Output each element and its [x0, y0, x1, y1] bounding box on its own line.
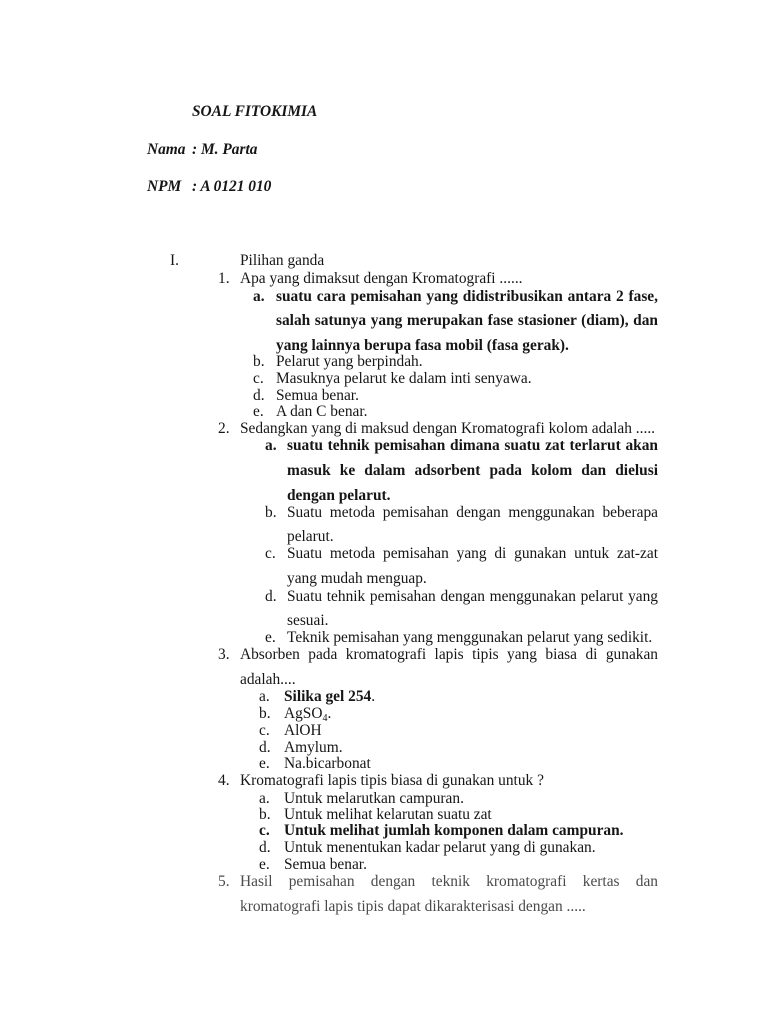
q2-option-a-letter: a. [265, 437, 277, 454]
q1-number: 1. [218, 270, 230, 287]
q2-option-c-line-2: yang mudah menguap. [287, 570, 427, 587]
q5-number: 5. [218, 873, 230, 890]
q2-option-a-line-3: dengan pelarut. [287, 487, 391, 504]
q1-option-a-line-3: yang lainnya berupa fasa mobil (fasa gerak). [276, 337, 569, 354]
q1-option-d-text: Semua benar. [276, 387, 359, 404]
q4-option-b-letter: b. [259, 806, 271, 823]
document-title: SOAL FITOKIMIA [192, 103, 318, 120]
q3-option-d-text: Amylum. [284, 739, 343, 756]
section-title: Pilihan ganda [240, 252, 325, 269]
q4-option-e-text: Semua benar. [284, 856, 367, 873]
q4-text: Kromatografi lapis tipis biasa di gunakan untuk ? [240, 772, 544, 789]
q2-option-b-line-2: pelarut. [287, 528, 334, 545]
q1-option-c-letter: c. [253, 370, 264, 387]
q1-option-b-letter: b. [253, 353, 265, 370]
q2-option-e-text: Teknik pemisahan yang menggunakan pelarut yang sedikit. [287, 629, 653, 646]
q5-text-line-1: Hasil pemisahan dengan teknik kromatografi kertas dan [240, 873, 658, 890]
q1-option-c-text: Masuknya pelarut ke dalam inti senyawa. [276, 370, 532, 387]
q3-text-line-1: Absorben pada kromatografi lapis tipis yang biasa di gunakan [240, 646, 658, 663]
q1-option-a-line-2: salah satunya yang merupakan fase stasioner (diam), dan [276, 312, 658, 329]
q1-option-a-letter: a. [253, 288, 265, 305]
q4-number: 4. [218, 772, 230, 789]
q2-option-c-line-1: Suatu metoda pemisahan yang di gunakan untuk zat-zat [287, 545, 658, 562]
q5-text-line-2: kromatografi lapis tipis dapat dikarakterisasi dengan ..... [240, 898, 586, 915]
q1-text: Apa yang dimaksut dengan Kromatografi ...... [240, 270, 523, 287]
q2-option-c-letter: c. [265, 545, 276, 562]
npm-value: : A 0121 010 [192, 178, 272, 195]
q4-option-b-text: Untuk melihat kelarutan suatu zat [284, 806, 492, 823]
q3-option-b-subscript: 4 [322, 713, 328, 724]
q4-option-d-text: Untuk menentukan kadar pelarut yang di gunakan. [284, 839, 596, 856]
q1-option-e-letter: e. [253, 403, 264, 420]
q4-option-d-letter: d. [259, 839, 271, 856]
q4-option-a-letter: a. [259, 790, 270, 807]
q2-option-d-line-1: Suatu tehnik pemisahan dengan menggunakan pelarut yang [287, 588, 658, 605]
q3-text-line-2: adalah.... [240, 671, 296, 688]
q4-option-c-letter: c. [259, 822, 270, 839]
q2-option-a-line-1: suatu tehnik pemisahan dimana suatu zat terlarut akan [287, 437, 658, 454]
q2-option-d-letter: d. [265, 588, 277, 605]
q3-number: 3. [218, 646, 230, 663]
q1-option-a-line-1: suatu cara pemisahan yang didistribusikan antara 2 fase, [276, 288, 658, 305]
q3-option-c-text: AlOH [284, 722, 322, 739]
name-label: Nama [147, 141, 186, 158]
q2-option-b-line-1: Suatu metoda pemisahan dengan menggunakan beberapa [287, 504, 658, 521]
q3-option-e-text: Na.bicarbonat [284, 755, 371, 772]
q3-option-b-letter: b. [259, 705, 271, 722]
q3-option-c-letter: c. [259, 722, 270, 739]
q2-text: Sedangkan yang di maksud dengan Kromatografi kolom adalah ..... [240, 420, 656, 437]
q3-option-a-bold-text: Silika gel 254 [284, 688, 372, 705]
q2-option-d-line-2: sesuai. [287, 612, 329, 629]
q3-option-b-formula: AgSO [284, 705, 323, 722]
q3-option-a-suffix: . [371, 688, 376, 705]
q2-number: 2. [218, 420, 230, 437]
q2-option-b-letter: b. [265, 504, 277, 521]
q1-option-d-letter: d. [253, 387, 265, 404]
npm-label: NPM [147, 178, 182, 195]
q3-option-b-text [284, 705, 331, 723]
q3-option-e-letter: e. [259, 755, 270, 772]
q2-option-e-letter: e. [265, 629, 276, 646]
q3-option-a-text [284, 688, 375, 706]
q3-option-d-letter: d. [259, 739, 271, 756]
q3-option-b-suffix: . [327, 705, 332, 722]
q4-option-a-text: Untuk melarutkan campuran. [284, 790, 464, 807]
q2-option-a-line-2: masuk ke dalam adsorbent pada kolom dan dielusi [287, 462, 658, 479]
q1-option-e-text: A dan C benar. [276, 403, 368, 420]
q4-option-c-text: Untuk melihat jumlah komponen dalam campuran. [284, 822, 624, 839]
q3-option-a-letter: a. [259, 688, 270, 705]
q1-option-b-text: Pelarut yang berpindah. [276, 353, 423, 370]
section-numeral: I. [170, 252, 179, 269]
q4-option-e-letter: e. [259, 856, 270, 873]
name-value: : M. Parta [192, 141, 258, 158]
